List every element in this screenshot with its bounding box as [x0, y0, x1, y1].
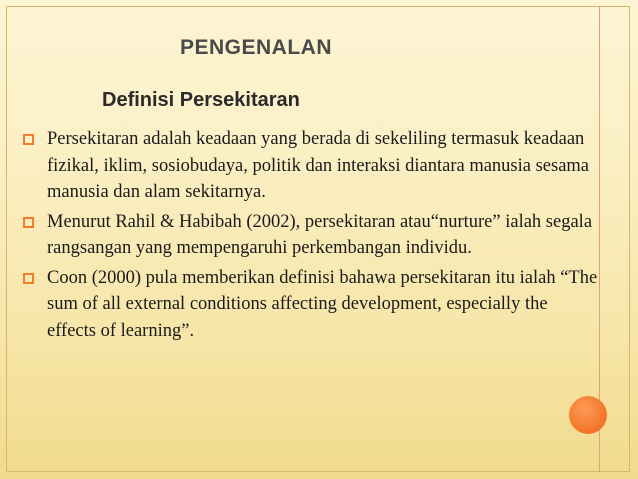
hollow-square-bullet-icon [23, 217, 34, 228]
bullet-item [20, 265, 600, 345]
bullet-list [20, 126, 600, 344]
hollow-square-bullet-icon [23, 273, 34, 284]
slide-title: PENGENALAN [180, 36, 333, 59]
orange-circle-decoration [569, 396, 607, 434]
bullet-text: Coon (2000) pula memberikan definisi bahawa persekitaran itu ialah “The sum of all external conditions affecting development, especially the effects of learning”. [47, 267, 598, 341]
bullet-item [20, 126, 600, 206]
bullet-text: Persekitaran adalah keadaan yang berada di sekeliling termasuk keadaan fizikal, iklim, sosiobudaya, politik dan interaksi diantara manusia sesama manusia dan alam sekitarnya. [47, 129, 590, 202]
bullet-text: Menurut Rahil & Habibah (2002), persekitaran atau“nurture” ialah segala rangsangan yang mempengaruhi perkembangan individu. [47, 211, 593, 258]
slide-subtitle: Definisi Persekitaran [102, 89, 300, 111]
bullet-item [20, 209, 600, 262]
hollow-square-bullet-icon [23, 134, 34, 145]
